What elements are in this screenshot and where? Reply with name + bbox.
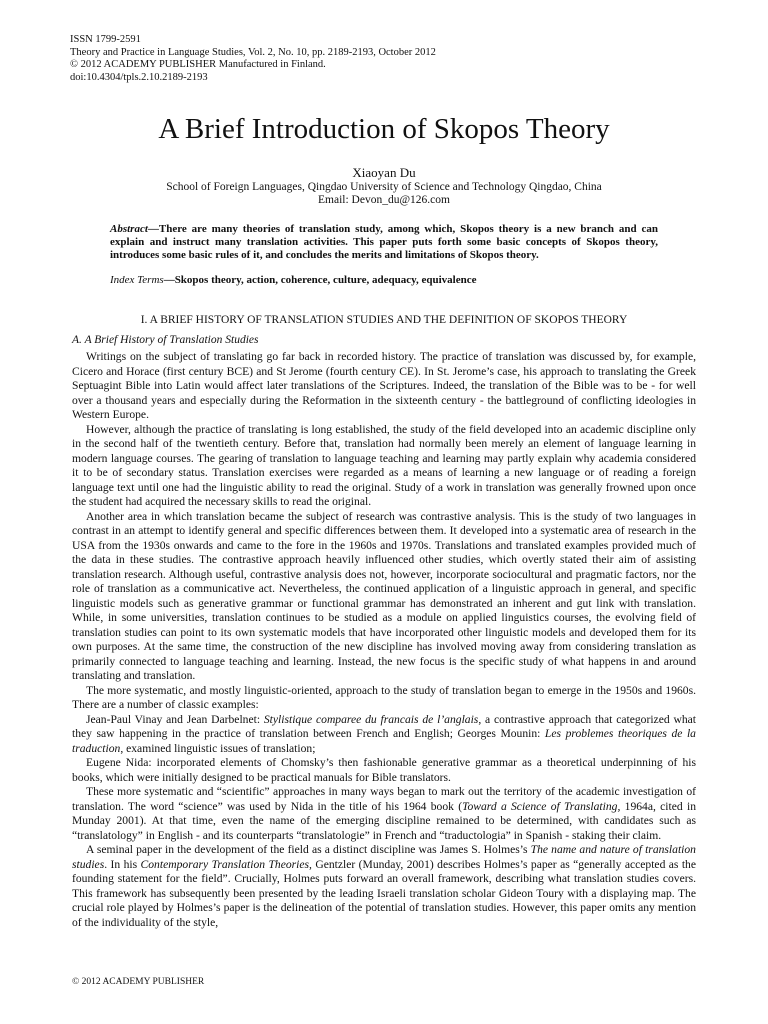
paragraph: Writings on the subject of translating go far back in recorded history. The practice of translation was discussed by, for example, Cicero and Horace (first century BCE) and St Jerome (fourth century CE). In St. Jerome’s case, his approach to translating the Greek Septuagint Bible into Latin would affect later translations of the Scriptures. Indeed, the translation of the Bible was to be - for well over a thousand years and especially during the Reformation in the sixteenth century - the battleground of conflicting ideologies in Western Europe. (72, 350, 696, 421)
paragraph: Another area in which translation became the subject of research was contrastive analysis. This is the study of two languages in contrast in an attempt to identify general and specific differences between them. It developed into a systematic area of research in the USA from the 1930s onwards and came to the fore in the 1960s and 1970s. Translations and translated examples provided much of the data in these studies. The contrastive approach heavily influenced other studies, which overtly stated their aim of assisting translation research. Although useful, contrastive analysis does not, however, incorporate sociocultural and pragmatic factors, nor the role of translation as a communicative act. Nevertheless, the continued application of a linguistic approach in general, and specific linguistic models such as generative grammar or functional grammar has demonstrated an inherent and gut link with translation. While, in some universities, translation continues to be studied as a module on applied linguistics courses, the evolving field of translation studies can point to its own systematic models that have incorporated other linguistic models and developed them for its own purposes. At the same time, the construction of the new discipline has involved moving away from considering translation as primarily connected to language teaching and learning. Instead, the new focus is the specific study of what happens in and around translating and translation. (72, 509, 696, 682)
page-footer: © 2012 ACADEMY PUBLISHER (72, 977, 205, 987)
author-name: Xiaoyan Du (352, 165, 416, 180)
book-title: Toward a Science of Translating, (462, 799, 621, 813)
index-terms-text: —Skopos theory, action, coherence, culture, adequacy, equivalence (163, 274, 477, 286)
paragraph: Eugene Nida: incorporated elements of Chomsky’s then fashionable generative grammar as a theoretical underpinning of his books, which were initially designed to be practical manuals for Bible translators. (72, 756, 696, 784)
text-run: These more systematic and “scientific” approaches in many ways began to mark out the territory of the academic investigation of translation. The word “science” was used by Nida in the title of his 1964 book ( (72, 785, 696, 813)
body-text (72, 350, 696, 930)
paragraph: The more systematic, and mostly linguistic-oriented, approach to the study of translation began to emerge in the 1950s and 1960s. There are a number of classic examples: (72, 683, 696, 711)
abstract (110, 223, 658, 262)
abstract-lead: Abstract (110, 223, 148, 235)
text-run: , a contrastive approach that categorized what they saw happening in the practice of translation between French and English; Georges Mounin: (72, 712, 696, 740)
paragraph: However, although the practice of translating is long established, the study of the field developed into an academic discipline only in the second half of the twentieth century. Before that, translation had normally been merely an element of language learning in modern language courses. The gearing of translation to language teaching and learning may partly explain why academia considered it to be of secondary status. Translation exercises were regarded as a means of learning a new language or of reading a foreign language text until one had the linguistic ability to read the original. Study of a work in translation was generally frowned upon once the student had acquired the necessary skills to read the original. (72, 422, 696, 508)
paragraph (72, 785, 696, 843)
index-terms (110, 274, 658, 287)
subsection-heading: A. A Brief History of Translation Studies (72, 334, 259, 346)
book-title: Les problemes theoriques de la traduction (72, 727, 696, 755)
doi-line: doi:10.4304/tpls.2.10.2189-2193 (70, 71, 208, 83)
text-run: . In his (104, 857, 141, 871)
paragraph (72, 843, 696, 930)
author-email: Email: Devon_du@126.com (318, 194, 450, 206)
abstract-text: —There are many theories of translation study, among which, Skopos theory is a new branch and can explain and instruct many translation activities. This paper puts forth some basic concepts of Skopos theory, introduces some basic rules of it, and concludes the merits and limitations of Skopos theory. (110, 223, 658, 261)
paper-title-ref: The name and nature of translation studies (72, 843, 696, 871)
section-heading: I. A BRIEF HISTORY OF TRANSLATION STUDIES AND THE DEFINITION OF SKOPOS THEORY (140, 314, 628, 326)
issn-line: ISSN 1799-2591 (70, 34, 141, 45)
journal-header (70, 34, 436, 84)
text-run: 1964a, cited in Munday 2001). At that time, even the name of the emerging discipline remained to be determined, with candidates such as “translatology” in English - and its counterparts “translatologie” in French and “traductologia” in Spanish - staking their claim. (72, 799, 696, 842)
author-affiliation: School of Foreign Languages, Qingdao University of Science and Technology Qingdao, China (166, 181, 602, 193)
book-title: Contemporary Translation Theories, (140, 857, 312, 871)
book-title: Stylistique comparee du francais de l’anglais (263, 712, 479, 726)
text-run: A seminal paper in the development of the field as a distinct discipline was James S. Holmes’s (86, 843, 531, 856)
text-run: Gentzler (Munday, 2001) describes Holmes’s paper as “generally accepted as the founding statement for the field”. Crucially, Holmes puts forward an overall framework, describing what translation studies covers. This framework has subsequently been presented by the leading Israeli translation scholar Gideon Toury with a displaying map. The crucial role played by Holmes’s paper is the delineation of the potential of translation studies. However, this paper omits any mention of the individuality of the style, (72, 857, 696, 929)
text-run: Jean-Paul Vinay and Jean Darbelnet: (86, 712, 264, 726)
publisher-copyright: © 2012 ACADEMY PUBLISHER Manufactured in Finland. (70, 59, 326, 70)
paragraph (72, 713, 696, 757)
journal-citation: Theory and Practice in Language Studies, Vol. 2, No. 10, pp. 2189-2193, October 2012 (70, 46, 436, 58)
paper-title: A Brief Introduction of Skopos Theory (158, 113, 610, 145)
text-run: , examined linguistic issues of translation; (120, 741, 316, 755)
index-terms-lead: Index Terms (110, 274, 164, 286)
